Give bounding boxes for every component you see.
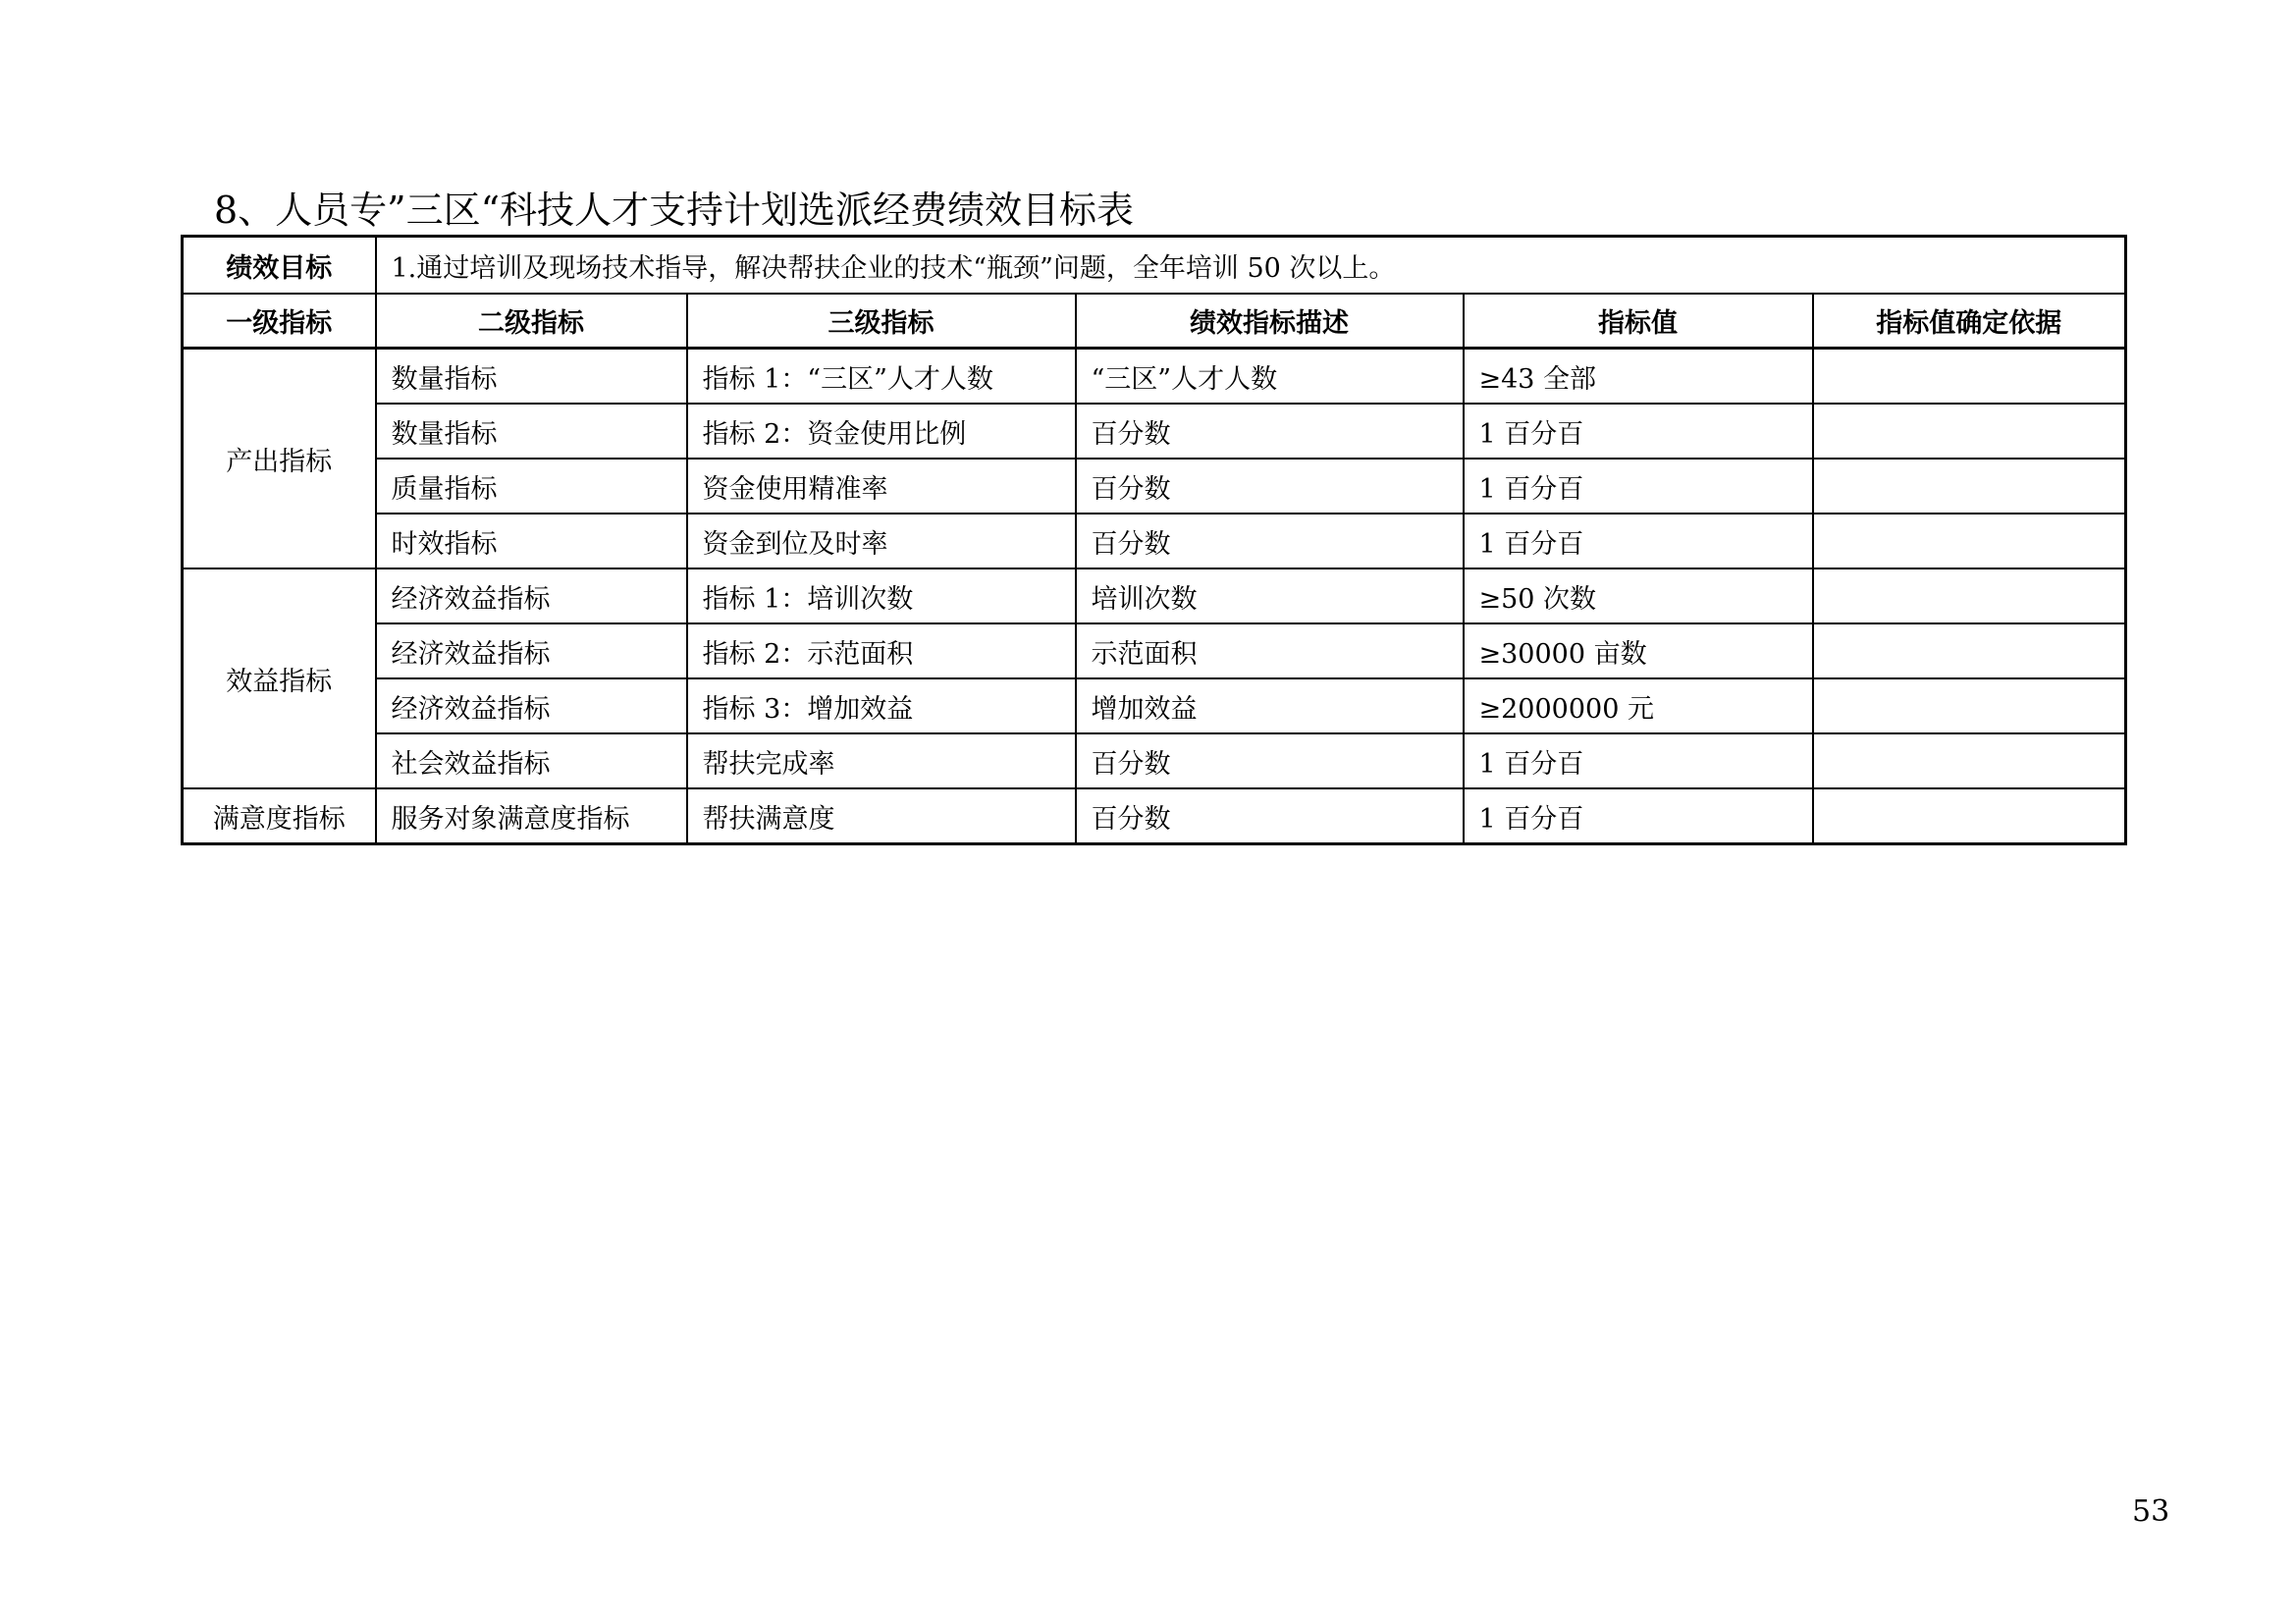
basis-cell bbox=[1813, 514, 2126, 568]
value-cell: 1 百分百 bbox=[1464, 404, 1813, 459]
table-row bbox=[183, 623, 2126, 678]
page-title: 8、人员专”三区“科技人才支持计划选派经费绩效目标表 bbox=[214, 189, 1135, 232]
table-row bbox=[183, 404, 2126, 459]
level3-cell: 资金到位及时率 bbox=[687, 514, 1076, 568]
description-cell: 百分数 bbox=[1076, 404, 1464, 459]
header-basis: 指标值确定依据 bbox=[1813, 294, 2126, 349]
level3-cell: 帮扶完成率 bbox=[687, 733, 1076, 788]
description-cell: 百分数 bbox=[1076, 788, 1464, 844]
header-level1: 一级指标 bbox=[183, 294, 376, 349]
level3-cell: 资金使用精准率 bbox=[687, 459, 1076, 514]
table-row bbox=[183, 459, 2126, 514]
level2-cell: 数量指标 bbox=[376, 404, 687, 459]
value-cell: ≥2000000 元 bbox=[1464, 678, 1813, 733]
level1-cell: 效益指标 bbox=[183, 568, 376, 788]
goal-text: 1.通过培训及现场技术指导，解决帮扶企业的技术“瓶颈”问题，全年培训 50 次以上。 bbox=[376, 237, 2126, 295]
level2-cell: 时效指标 bbox=[376, 514, 687, 568]
basis-cell bbox=[1813, 404, 2126, 459]
level2-cell: 数量指标 bbox=[376, 349, 687, 405]
table-row bbox=[183, 514, 2126, 568]
value-cell: ≥50 次数 bbox=[1464, 568, 1813, 623]
performance-target-table bbox=[181, 235, 2127, 845]
level2-cell: 经济效益指标 bbox=[376, 678, 687, 733]
level3-cell: 指标 2：示范面积 bbox=[687, 623, 1076, 678]
level2-cell: 质量指标 bbox=[376, 459, 687, 514]
description-cell: 百分数 bbox=[1076, 733, 1464, 788]
description-cell: 百分数 bbox=[1076, 459, 1464, 514]
level2-cell: 经济效益指标 bbox=[376, 568, 687, 623]
table-row bbox=[183, 678, 2126, 733]
basis-cell bbox=[1813, 459, 2126, 514]
level1-cell: 产出指标 bbox=[183, 349, 376, 569]
page-number: 53 bbox=[2132, 1494, 2170, 1529]
basis-cell bbox=[1813, 678, 2126, 733]
level3-cell: 指标 2：资金使用比例 bbox=[687, 404, 1076, 459]
basis-cell bbox=[1813, 623, 2126, 678]
description-cell: “三区”人才人数 bbox=[1076, 349, 1464, 405]
value-cell: ≥43 全部 bbox=[1464, 349, 1813, 405]
table-row bbox=[183, 568, 2126, 623]
level3-cell: 指标 1：“三区”人才人数 bbox=[687, 349, 1076, 405]
description-cell: 示范面积 bbox=[1076, 623, 1464, 678]
table-row bbox=[183, 349, 2126, 405]
description-cell: 百分数 bbox=[1076, 514, 1464, 568]
header-level3: 三级指标 bbox=[687, 294, 1076, 349]
level3-cell: 帮扶满意度 bbox=[687, 788, 1076, 844]
header-description: 绩效指标描述 bbox=[1076, 294, 1464, 349]
level1-cell: 满意度指标 bbox=[183, 788, 376, 844]
value-cell: 1 百分百 bbox=[1464, 514, 1813, 568]
level2-cell: 经济效益指标 bbox=[376, 623, 687, 678]
level2-cell: 服务对象满意度指标 bbox=[376, 788, 687, 844]
value-cell: 1 百分百 bbox=[1464, 733, 1813, 788]
header-value: 指标值 bbox=[1464, 294, 1813, 349]
value-cell: 1 百分百 bbox=[1464, 459, 1813, 514]
description-cell: 增加效益 bbox=[1076, 678, 1464, 733]
level3-cell: 指标 1：培训次数 bbox=[687, 568, 1076, 623]
description-cell: 培训次数 bbox=[1076, 568, 1464, 623]
value-cell: 1 百分百 bbox=[1464, 788, 1813, 844]
value-cell: ≥30000 亩数 bbox=[1464, 623, 1813, 678]
basis-cell bbox=[1813, 568, 2126, 623]
basis-cell bbox=[1813, 788, 2126, 844]
table-row bbox=[183, 733, 2126, 788]
table-row bbox=[183, 788, 2126, 844]
header-row bbox=[183, 294, 2126, 349]
level2-cell: 社会效益指标 bbox=[376, 733, 687, 788]
header-level2: 二级指标 bbox=[376, 294, 687, 349]
goal-label: 绩效目标 bbox=[183, 237, 376, 295]
basis-cell bbox=[1813, 733, 2126, 788]
basis-cell bbox=[1813, 349, 2126, 405]
level3-cell: 指标 3：增加效益 bbox=[687, 678, 1076, 733]
goal-row bbox=[183, 237, 2126, 295]
